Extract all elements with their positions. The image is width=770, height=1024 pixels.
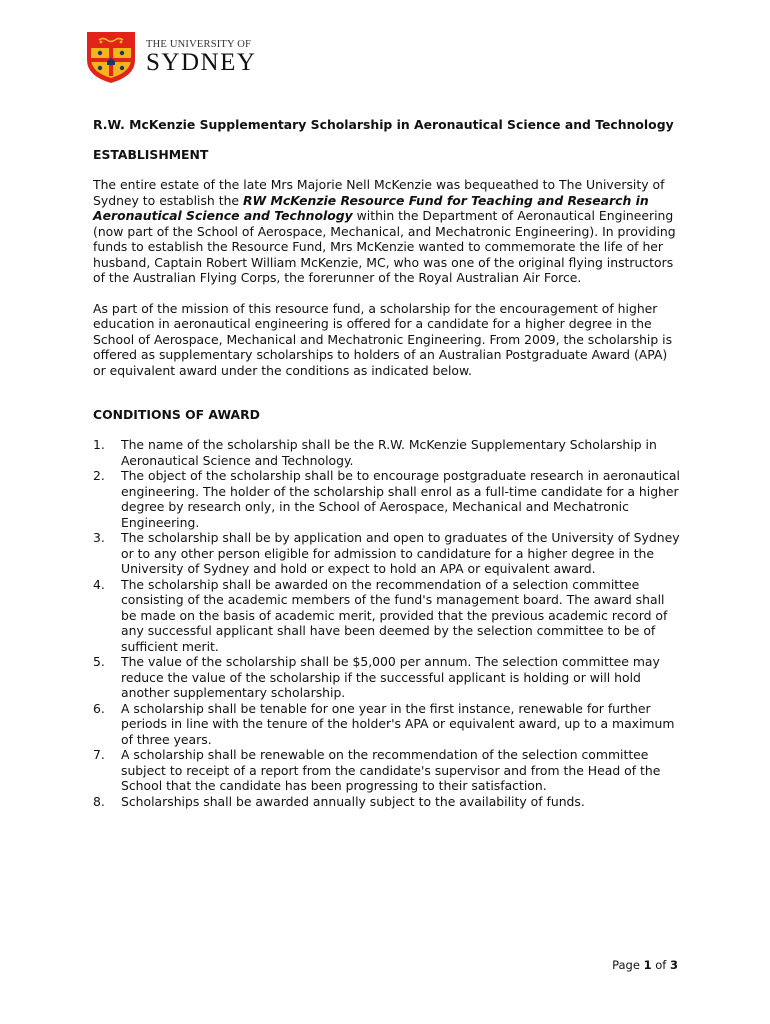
condition-item [93, 747, 683, 794]
condition-item [93, 654, 683, 701]
condition-text: The scholarship shall be by application and open to graduates of the University of Sydney or to any other person eligible for admission to candidature for a higher degree in the University of Sydney and hold or expect to hold an APA or equivalent award. [121, 530, 680, 576]
university-logo [85, 30, 255, 86]
current-page-number: 1 [643, 958, 652, 972]
condition-number: 5. [93, 654, 105, 669]
condition-text: The object of the scholarship shall be to encourage postgraduate research in aeronautical engineering. The holder of the scholarship shall enrol as a full-time candidate for a higher degree by research only, in the School of Aerospace, Mechanical and Mechatronic Engineering. [121, 468, 680, 530]
condition-number: 6. [93, 700, 105, 716]
establishment-paragraph-2: As part of the mission of this resource fund, a scholarship for the encouragement of higher education in aeronautical engineering is offered for a candidate for a higher degree in the School of Aerospace, Mechanical and Mechatronic Engineering. From 2009, the scholarship is offered as supplementary scholarships to holders of an Australian Postgraduate Award (APA) or equivalent award under the conditions as indicated below. [93, 300, 673, 378]
condition-text: Scholarships shall be awarded annually subject to the availability of funds. [121, 793, 585, 809]
condition-number: 7. [93, 747, 105, 762]
condition-number: 3. [93, 530, 105, 545]
logo-line-sydney: SYDNEY [146, 49, 257, 76]
condition-text: The scholarship shall be awarded on the recommendation of a selection committee consisting of the academic members of the fund's management board. The award shall be made on the basis of academic merit, provided that the previous academic record of any successful applicant shall have been deemed by the selection committee to be of sufficient merit. [121, 576, 668, 654]
condition-text: A scholarship shall be renewable on the recommendation of the selection committee subject to receipt of a report from the candidate's supervisor and from the Head of the School that the candidate has been progressing to their satisfaction. [121, 747, 661, 793]
condition-item [93, 701, 683, 748]
condition-number: 1. [93, 437, 105, 452]
condition-text: The name of the scholarship shall be the R.W. McKenzie Supplementary Scholarship in Aeronautical Science and Technology. [121, 437, 657, 468]
document-title: R.W. McKenzie Supplementary Scholarship in Aeronautical Science and Technology [93, 117, 674, 132]
total-page-count: 3 [669, 958, 678, 972]
university-crest-icon [85, 30, 137, 84]
establishment-paragraph-1 [93, 177, 683, 286]
page-label: Page [612, 958, 640, 972]
condition-number: 2. [93, 468, 105, 483]
para1-text-after: within the Department of Aeronautical Engineering (now part of the School of Aerospace, Mechanical, and Mechatronic Engineering). In providing funds to establish the Resource Fund, Mrs McKenzie wanted to commemorate the life of her husband, Captain Robert William McKenzie, MC, who was one of the original flying instructors of the Australian Flying Corps, the forerunner of the Royal Australian Air Force. [93, 208, 676, 285]
para1-text-before: The entire estate of the late Mrs Majorie Nell McKenzie was bequeathed to The University of Sydney to establish the [93, 177, 665, 208]
condition-item [93, 468, 683, 530]
condition-number: 4. [93, 576, 105, 592]
condition-item [93, 794, 683, 810]
condition-item [93, 530, 683, 577]
condition-text: A scholarship shall be tenable for one year in the first instance, renewable for further periods in line with the tenure of the holder's APA or equivalent award, up to a maximum of three years. [121, 700, 675, 747]
condition-number: 8. [93, 793, 105, 809]
page-number-footer [612, 958, 678, 972]
of-label: of [655, 958, 667, 972]
logo-line-university-of: THE UNIVERSITY OF [146, 39, 252, 50]
condition-item [93, 577, 683, 655]
condition-text: The value of the scholarship shall be $5,000 per annum. The selection committee may reduce the value of the scholarship if the successful applicant is holding or will hold another supplementary scholarship. [121, 654, 660, 700]
conditions-list [93, 437, 683, 809]
establishment-heading: ESTABLISHMENT [93, 147, 209, 162]
document-body [93, 117, 683, 809]
conditions-heading: CONDITIONS OF AWARD [93, 407, 260, 422]
resource-fund-name: RW McKenzie Resource Fund for Teaching and Research in Aeronautical Science and Technology [93, 192, 649, 223]
condition-item [93, 437, 683, 468]
